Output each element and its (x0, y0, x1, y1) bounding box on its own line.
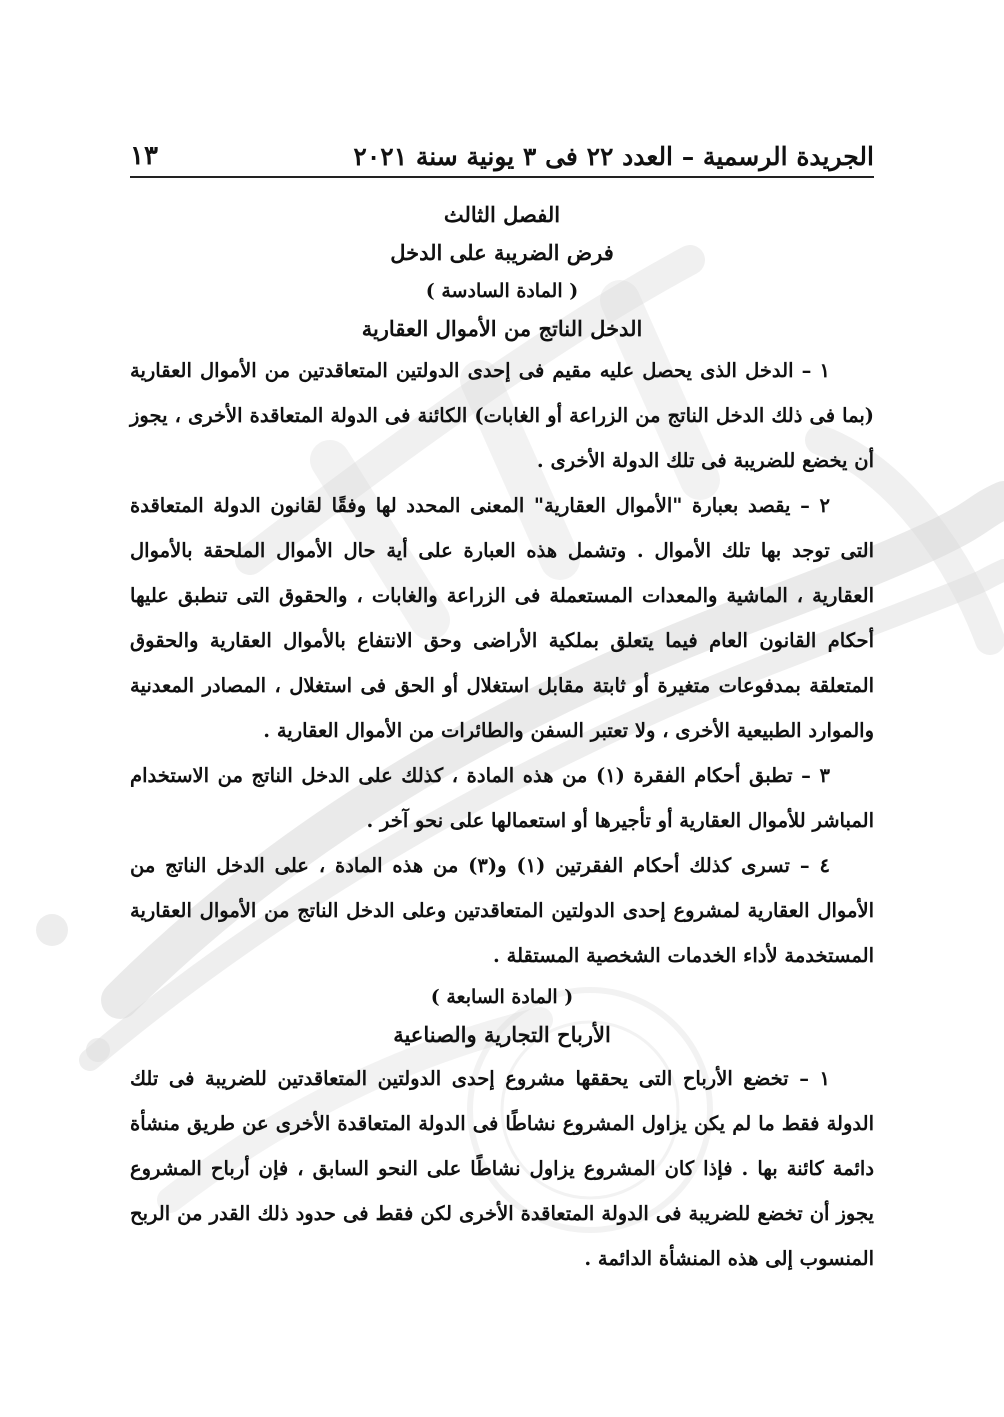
article-7-heading: الأرباح التجارية والصناعية (393, 1022, 611, 1047)
article-6-paragraph-4: ٤ – تسرى كذلك أحكام الفقرتين (١) و(٣) من هذه المادة ، على الدخل الناتج من الأموال العقارية لمشروع إحدى الدولتين المتعاقدتين وعلى الدخل الناتج من الأموال العقارية المستخدمة لأداء الخدمات الشخصية المستقلة . (130, 854, 874, 967)
article-7-label: ( المادة السابعة ) (430, 986, 574, 1008)
document-body (130, 196, 874, 1281)
header-divider (130, 176, 874, 178)
article-6-label: ( المادة السادسة ) (425, 280, 579, 302)
article-7-paragraph-1: ١ – تخضع الأرباح التى يحققها مشروع إحدى الدولتين المتعاقدتين للضريبة فى تلك الدولة فقط ما لم يكن يزاول المشروع نشاطًا فى الدولة المتعاقدة الأخرى عن طريق منشأة دائمة كائنة بها . فإذا كان المشروع يزاول نشاطًا على النحو السابق ، فإن أرباح المشروع يجوز أن تخضع للضريبة فى الدولة المتعاقدة الأخرى لكن فقط فى حدود ذلك القدر من الربح المنسوب إلى هذه المنشأة الدائمة . (130, 1067, 875, 1270)
article-6-paragraph-3: ٣ – تطبق أحكام الفقرة (١) من هذه المادة ، كذلك على الدخل الناتج من الاستخدام المباشر للأموال العقارية أو تأجيرها أو استعمالها على نحو آخر . (130, 764, 874, 832)
gazette-header-title: الجريدة الرسمية – العدد ٢٢ فى ٣ يونية سنة ٢٠٢١ (353, 141, 874, 171)
chapter-title: الفصل الثالث (443, 202, 561, 227)
article-6-heading: الدخل الناتج من الأموال العقارية (361, 316, 643, 341)
article-6-paragraph-2: ٢ – يقصد بعبارة "الأموال العقارية" المعنى المحدد لها وفقًا لقانون الدولة المتعاقدة التى توجد بها تلك الأموال . وتشمل هذه العبارة على أية حال الأموال الملحقة بالأموال العقارية ، الماشية والمعدات المستعملة فى الزراعة والغابات ، والحقوق التى تنطبق عليها أحكام القانون العام فيما يتعلق بملكية الأراضى وحق الانتفاع بالأموال العقارية والحقوق المتعلقة بمدفوعات متغيرة أو ثابتة مقابل استغلال أو الحق فى استغلال ، المصادر المعدنية والموارد الطبيعية الأخرى ، ولا تعتبر السفن والطائرات من الأموال العقارية . (130, 494, 874, 742)
chapter-subtitle: فرض الضريبة على الدخل (390, 240, 614, 265)
page-number: ١٣ (130, 141, 158, 171)
article-6-paragraph-1: ١ – الدخل الذى يحصل عليه مقيم فى إحدى الدولتين المتعاقدتين من الأموال العقارية (بما فى ذلك الدخل الناتج من الزراعة أو الغابات) الكائنة فى الدولة المتعاقدة الأخرى ، يجوز أن يخضع للضريبة فى تلك الدولة الأخرى . (130, 359, 874, 472)
